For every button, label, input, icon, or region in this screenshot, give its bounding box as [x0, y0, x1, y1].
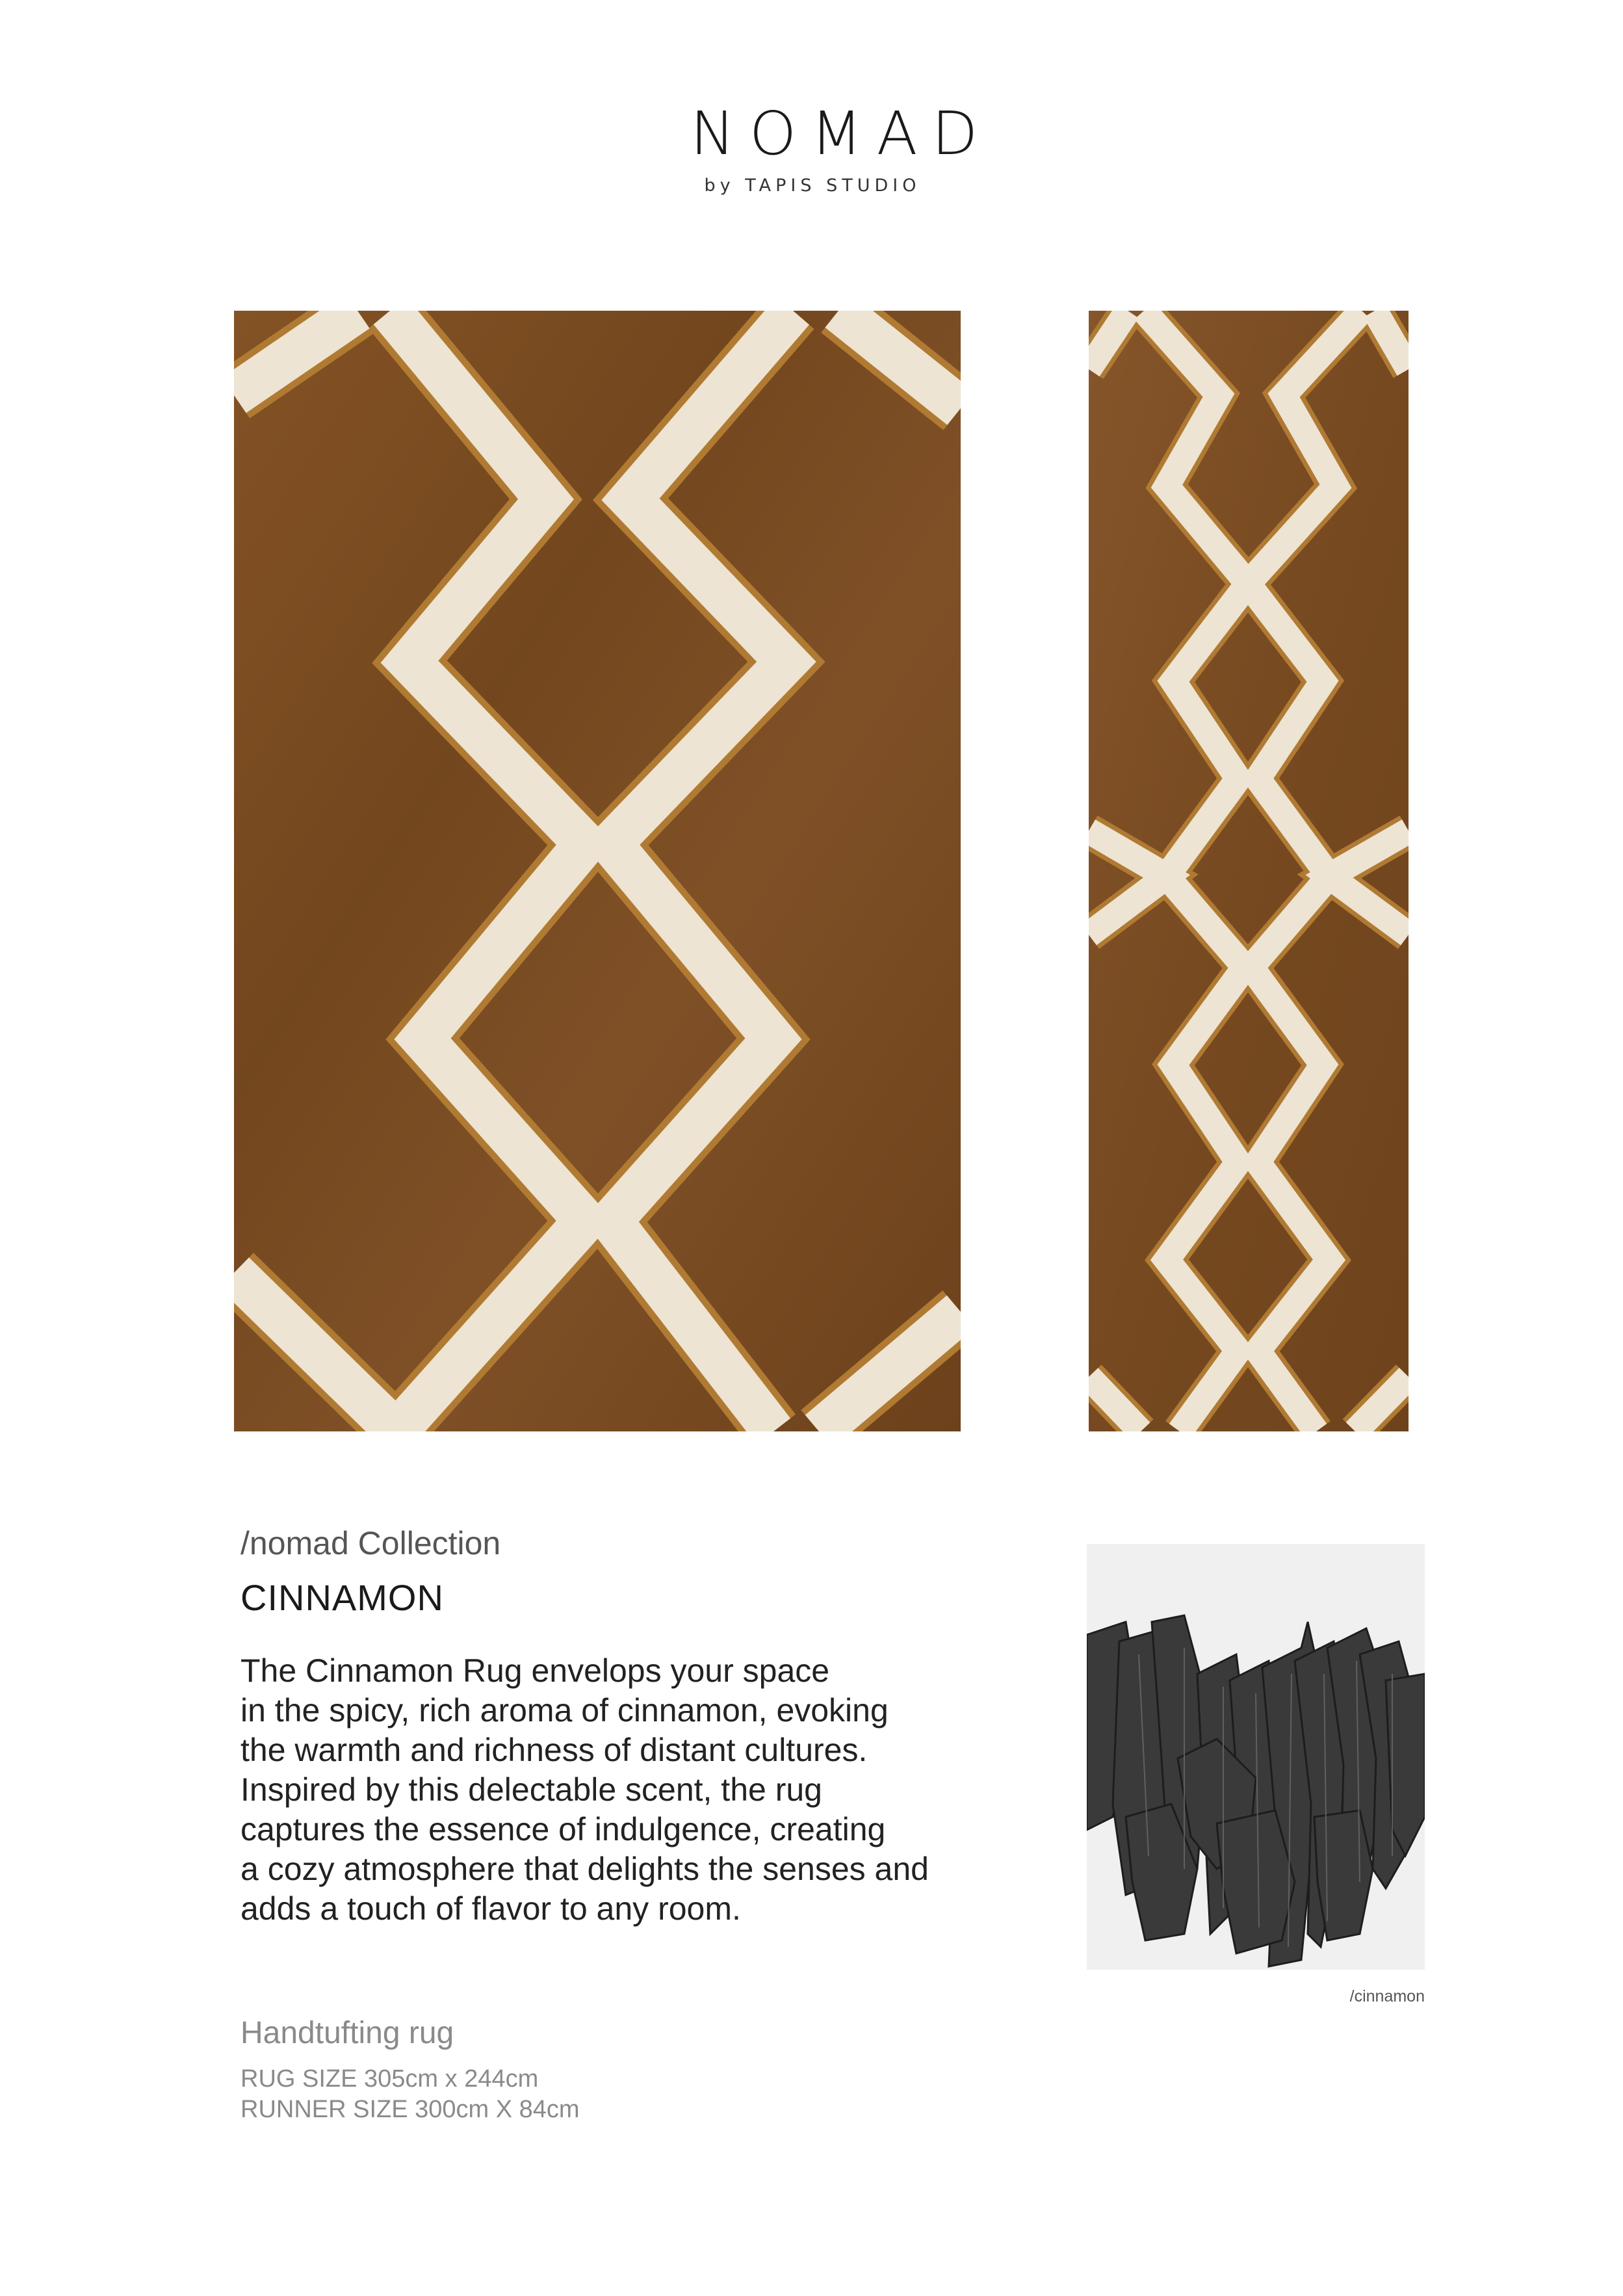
spec-sizes: [240, 2064, 988, 2125]
description-line: Inspired by this delectable scent, the rug: [240, 1771, 822, 1808]
brand-logo: [676, 99, 993, 196]
cinnamon-photo: [1087, 1544, 1425, 1970]
description-line: The Cinnamon Rug envelops your space: [240, 1652, 830, 1689]
collection-label: /nomad Collection: [240, 1525, 501, 1561]
rug-size: RUG SIZE 305cm x 244cm: [240, 2065, 539, 2093]
product-description: [240, 1651, 988, 1929]
description-line: adds a touch of flavor to any room.: [240, 1890, 741, 1927]
runner-size: RUNNER SIZE 300cm X 84cm: [240, 2096, 580, 2123]
brand-tagline: by TAPIS STUDIO: [704, 176, 921, 196]
description-line: in the spicy, rich aroma of cinnamon, evoking: [240, 1692, 889, 1729]
runner-image: [1089, 311, 1409, 1431]
photo-caption: /cinnamon: [1349, 1987, 1425, 2005]
brand-name: NOMAD: [690, 99, 993, 168]
description-line: the warmth and richness of distant cultures.: [240, 1732, 868, 1768]
description-line: a cozy atmosphere that delights the senses and: [240, 1851, 929, 1887]
rug-image: [234, 311, 961, 1431]
product-title: CINNAMON: [240, 1577, 444, 1618]
description-line: captures the essence of indulgence, creating: [240, 1811, 886, 1847]
spec-type: Handtufting rug: [240, 2016, 454, 2050]
